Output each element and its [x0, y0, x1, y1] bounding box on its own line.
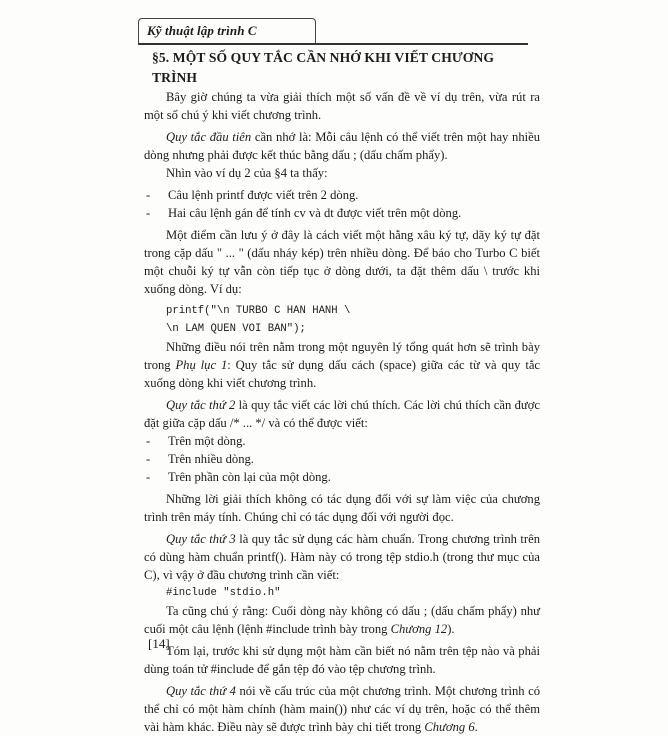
rule-4-text: nói về cấu trúc của một chương trình. Một chương trình có thể chỉ có một hàm chính (hàm main()) như các ví dụ trên, hoặc có thể thêm vài hàm khác. Điều này sẽ được trình bày chi tiết trong [144, 684, 540, 734]
header-rule [138, 43, 528, 45]
paragraph-example-ref: Nhìn vào ví dụ 2 của §4 ta thấy: [166, 166, 328, 180]
text-run: . [474, 720, 478, 734]
page-body [144, 48, 540, 736]
list-item-text: Trên phần còn lại của một dòng. [168, 470, 331, 484]
paragraph-general-principle [144, 338, 540, 392]
chapter-ref: Chương 12 [390, 622, 448, 636]
rule-3-label: Quy tắc thứ 3 [166, 532, 236, 546]
paragraph-rule-2 [144, 396, 540, 432]
paragraph-rule-4 [144, 682, 540, 736]
rule-2-text: là quy tắc viết các lời chú thích. Các lời chú thích cần được đặt giữa cặp dấu /* ... */ và có thể được viết: [144, 398, 540, 430]
paragraph-intro: Bây giờ chúng ta vừa giải thích một số vấn đề về ví dụ trên, vừa rút ra một số chú ý khi viết chương trình. [144, 90, 540, 122]
bullet-dash: - [146, 206, 151, 220]
bullet-dash: - [146, 188, 151, 202]
chapter-ref: Chương 6 [424, 720, 475, 734]
rule-3-text: là quy tắc sử dụng các hàm chuẩn. Trong chương trình trên có dùng hàm chuẩn printf(). Hàm này có trong tệp stdio.h (trong thư mục của C), vì vậy ở đầu chương trình cần viết: [144, 532, 540, 582]
running-header [138, 18, 538, 46]
code-line: printf("\n TURBO C HAN HANH \ [166, 305, 351, 317]
book-title: Kỹ thuật lập trình C [147, 23, 257, 38]
rule-1-label: Quy tắc đầu tiên [166, 130, 252, 144]
page-number: [14] [148, 636, 170, 651]
list-item [144, 450, 540, 468]
paragraph-include-note [144, 602, 540, 638]
paragraph-rule-1 [144, 128, 540, 164]
bullet-dash: - [146, 470, 151, 484]
paragraph-rule-3 [144, 530, 540, 584]
text-run: Những điều nói trên nằm trong một nguyên lý tổng quát hơn sẽ trình bày trong [144, 340, 540, 372]
code-line: \n LAM QUEN VOI BAN"); [166, 323, 306, 335]
list-item-text: Hai câu lệnh gán để tính cv và dt được viết trên một dòng. [168, 206, 462, 220]
list-item-text: Câu lệnh printf được viết trên 2 dòng. [168, 188, 359, 202]
list-item [144, 468, 540, 486]
rule-4-label: Quy tắc thứ 4 [166, 684, 236, 698]
rule-1-text: cần nhớ là: Mỗi câu lệnh có thể viết trên một hay nhiều dòng nhưng phải được kết thúc bằng dấu ; (dấu chấm phẩy). [144, 130, 540, 162]
list-item-text: Trên một dòng. [168, 434, 246, 448]
list-item-text: Trên nhiều dòng. [168, 452, 254, 466]
section-title: §5. MỘT SỐ QUY TẮC CẦN NHỚ KHI VIẾT CHƯƠNG TRÌNH [152, 50, 495, 85]
text-run: : Quy tắc sử dụng dấu cách (space) giữa các từ và quy tắc xuống dòng khi viết chương trình. [144, 358, 540, 390]
list-item [144, 186, 540, 204]
list-item [144, 204, 540, 222]
rule-2-label: Quy tắc thứ 2 [166, 398, 236, 412]
code-line: #include "stdio.h" [166, 587, 281, 599]
bullet-dash: - [146, 452, 151, 466]
paragraph-comments-effect: Những lời giải thích không có tác dụng đối với sự làm việc của chương trình trên máy tính. Chúng chỉ có tác dụng đối với người đọc. [144, 492, 540, 524]
header-tab [138, 18, 316, 45]
text-run: ). [447, 622, 455, 636]
list-item [144, 432, 540, 450]
paragraph-summary: Tóm lại, trước khi sử dụng một hàm cần biết nó nằm trên tệp nào và phải dùng toán tử #include để gắn tệp đó vào tệp chương trình. [144, 644, 540, 676]
bullet-dash: - [146, 434, 151, 448]
paragraph-string-note: Một điểm cần lưu ý ở đây là cách viết một hằng xâu ký tự, dãy ký tự đặt trong cặp dấu " ... " (dấu nháy kép) trên nhiều dòng. Để báo cho Turbo C biết một chuỗi ký tự vẫn còn tiếp tục ở dòng dưới, ta đặt thêm dấu \ trước khi xuống dòng. Ví dụ: [144, 228, 540, 296]
text-run: Ta cũng chú ý rằng: Cuối dòng này không có dấu ; (dấu chấm phẩy) như cuối một câu lệnh (lệnh #include trình bày trong [144, 604, 540, 636]
appendix-ref: Phụ lục 1 [175, 358, 228, 372]
